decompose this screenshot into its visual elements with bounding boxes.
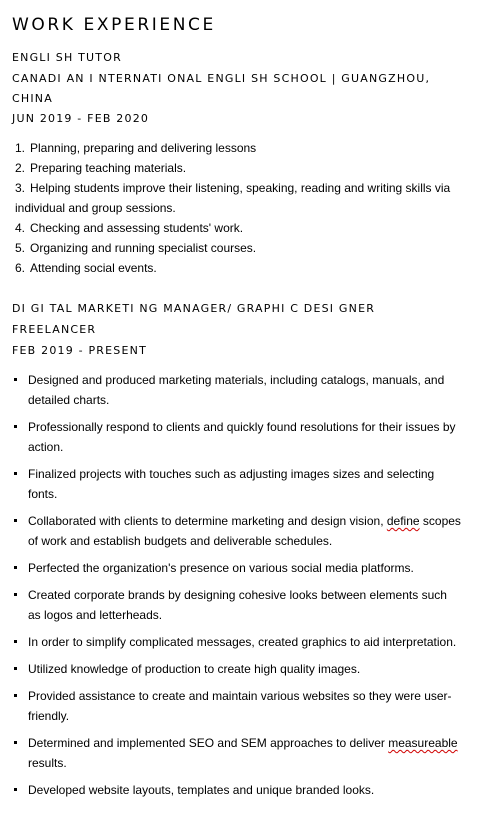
bullet-icon — [14, 788, 17, 791]
bullet-icon — [14, 593, 17, 596]
bullet-icon — [14, 741, 17, 744]
list-item — [12, 238, 462, 258]
item-text-post: scopes of work and establish budgets and deliverable schedules. — [28, 514, 461, 548]
item-text: Helping students improve their listening, speaking, reading and writing skills via individual and group sessions. — [15, 181, 451, 215]
item-number: 2. — [15, 161, 26, 175]
item-number: 3. — [15, 181, 26, 195]
item-number: 1. — [15, 141, 26, 155]
item-text: Designed and produced marketing materials, including catalogs, manuals, and detailed charts. — [28, 373, 445, 407]
job2-title: DI GI TAL MARKETI NG MANAGER/ GRAPHI C DESI GNER — [12, 302, 376, 315]
list-item — [12, 417, 462, 457]
item-text-pre: Collaborated with clients to determine marketing and design vision, — [28, 514, 387, 528]
item-number: 5. — [15, 241, 26, 255]
job1-duties-list — [12, 138, 462, 278]
item-text: Checking and assessing students' work. — [30, 221, 244, 235]
spellcheck-flagged-word[interactable]: measureable — [388, 736, 458, 750]
bullet-icon — [14, 694, 17, 697]
list-item — [12, 158, 462, 178]
item-text: Utilized knowledge of production to create high quality images. — [28, 662, 361, 676]
job1-employer: CANADI AN I NTERNATI ONAL ENGLI SH SCHOOL | GUANGZHOU, CHINA — [12, 72, 431, 105]
item-number: 6. — [15, 261, 26, 275]
list-item — [12, 585, 462, 625]
job2-duties-list — [12, 370, 462, 807]
list-item — [12, 464, 462, 504]
item-text: Created corporate brands by designing cohesive looks between elements such as logos and letterheads. — [28, 588, 447, 622]
list-item — [12, 659, 462, 679]
item-text: Developed website layouts, templates and unique branded looks. — [28, 783, 375, 797]
item-text: Preparing teaching materials. — [30, 161, 187, 175]
list-item — [12, 632, 462, 652]
job1-dates: JUN 2019 - FEB 2020 — [12, 112, 150, 125]
bullet-icon — [14, 378, 17, 381]
list-item — [12, 258, 462, 278]
job2-employer: FREELANCER — [12, 323, 97, 336]
bullet-icon — [14, 472, 17, 475]
list-item — [12, 511, 462, 551]
list-item — [12, 780, 462, 800]
item-text: Provided assistance to create and maintain various websites so they were user-friendly. — [28, 689, 452, 723]
item-number: 4. — [15, 221, 26, 235]
bullet-icon — [14, 566, 17, 569]
list-item — [12, 370, 462, 410]
list-item — [12, 178, 462, 218]
list-item — [12, 686, 462, 726]
item-text: In order to simplify complicated messages, created graphics to aid interpretation. — [28, 635, 457, 649]
bullet-icon — [14, 640, 17, 643]
section-title-work-experience: WORK EXPERIENCE — [12, 15, 216, 35]
bullet-icon — [14, 667, 17, 670]
list-item — [12, 733, 462, 773]
bullet-icon — [14, 519, 17, 522]
item-text: Attending social events. — [30, 261, 157, 275]
item-text: Professionally respond to clients and quickly found resolutions for their issues by action. — [28, 420, 456, 454]
item-text: Perfected the organization's presence on various social media platforms. — [28, 561, 414, 575]
item-text: Finalized projects with touches such as adjusting images sizes and selecting fonts. — [28, 467, 435, 501]
spellcheck-flagged-word[interactable]: define — [386, 514, 420, 528]
list-item — [12, 218, 462, 238]
list-item — [12, 138, 462, 158]
item-text-post: results. — [28, 756, 67, 770]
job1-title: ENGLI SH TUTOR — [12, 51, 122, 64]
item-text-pre: Determined and implemented SEO and SEM approaches to deliver — [28, 736, 389, 750]
bullet-icon — [14, 425, 17, 428]
job2-dates: FEB 2019 - PRESENT — [12, 344, 147, 357]
item-text: Organizing and running specialist courses. — [30, 241, 257, 255]
list-item — [12, 558, 462, 578]
item-text: Planning, preparing and delivering lessons — [30, 141, 257, 155]
